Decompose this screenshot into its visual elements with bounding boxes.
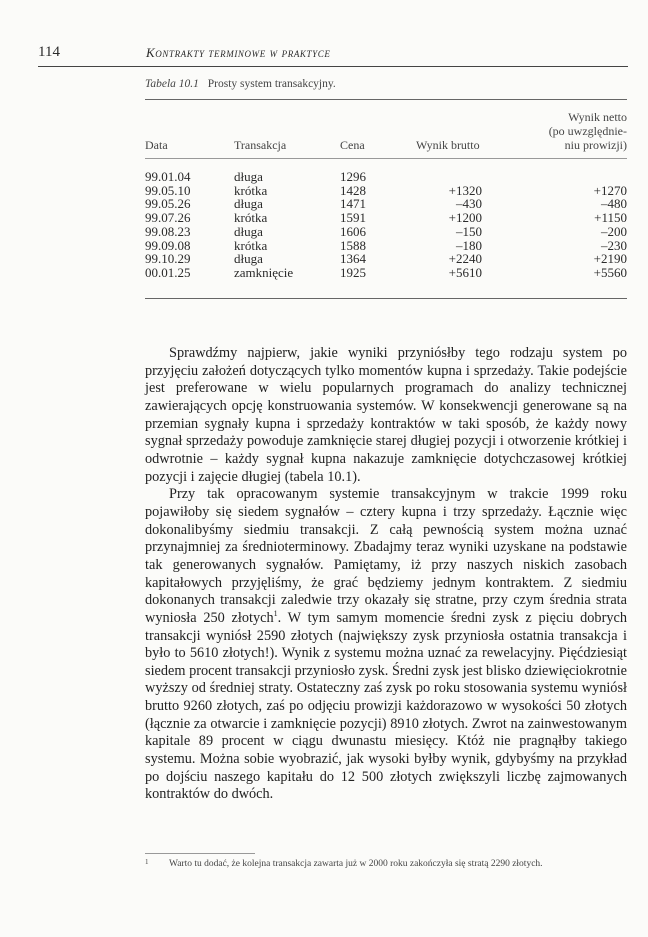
paragraph: Sprawdźmy najpierw, jakie wyniki przyniósłby tego rodzaju system po przyjęciu założeń dotyczących tylko momentów kupna i sprzedaży. Takie podejście jest preferowane w wielu popularnych programach do analizy technicznej zawierających opcję konstruowania systemów. W konsekwencji generowane są na przemian sygnały kupna i sprzedaży kontraktów w taki sposób, że każdy nowy sygnał sprzedaży powoduje zamknięcie starej długiej pozycji i otworzenie krótkiej i odwrotnie – każdy sygnał kupna nakazuje zamknięcie dotychczasowej krótkiej pozycji i zajęcie długiej (tabela 10.1). bbox=[145, 345, 627, 485]
column-header-date: Data bbox=[145, 138, 168, 152]
running-title: Kontrakty terminowe w praktyce bbox=[146, 45, 331, 60]
table-top-rule bbox=[145, 99, 627, 100]
footnote-reference: 1 bbox=[273, 609, 278, 619]
body-text bbox=[145, 345, 627, 804]
cell-price: 1606 bbox=[340, 223, 366, 239]
table-bottom-rule bbox=[145, 298, 627, 299]
column-header-gross: Wynik brutto bbox=[416, 138, 480, 152]
cell-price: 1591 bbox=[340, 210, 366, 226]
cell-date: 99.09.08 bbox=[145, 237, 191, 253]
paragraph bbox=[145, 486, 627, 804]
cell-gross: +1320 bbox=[448, 182, 482, 198]
cell-price: 1364 bbox=[340, 251, 366, 267]
cell-date: 99.07.26 bbox=[145, 210, 191, 226]
cell-date: 99.08.23 bbox=[145, 223, 191, 239]
column-header-net bbox=[510, 110, 627, 152]
cell-transaction: długa bbox=[234, 169, 263, 184]
cell-transaction: krótka bbox=[234, 237, 268, 253]
cell-transaction: długa bbox=[234, 196, 263, 212]
footnote-rule bbox=[145, 853, 255, 854]
cell-price: 1588 bbox=[340, 237, 366, 253]
column-header-net-line: (po uwzględnie- bbox=[548, 124, 627, 138]
table-header-rule bbox=[145, 158, 627, 159]
cell-gross: +5610 bbox=[448, 264, 482, 280]
cell-net: –230 bbox=[601, 237, 627, 253]
cell-price: 1925 bbox=[340, 264, 366, 280]
cell-transaction: zamknięcie bbox=[234, 264, 294, 280]
cell-gross: –430 bbox=[456, 196, 482, 212]
cell-net: +5560 bbox=[593, 264, 627, 280]
column-header-net-line: Wynik netto bbox=[568, 110, 627, 124]
cell-date: 00.01.25 bbox=[145, 264, 191, 280]
cell-gross: +2240 bbox=[448, 251, 482, 267]
cell-price: 1296 bbox=[340, 169, 366, 184]
table-caption-text: Prosty system transakcyjny. bbox=[207, 78, 336, 90]
cell-price: 1428 bbox=[340, 182, 366, 198]
footnote-marker: 1 bbox=[145, 858, 149, 866]
column-header-net-line: niu prowizji) bbox=[564, 138, 627, 152]
footnote bbox=[145, 858, 615, 870]
cell-transaction: długa bbox=[234, 223, 263, 239]
cell-net: –200 bbox=[601, 223, 627, 239]
table-caption bbox=[145, 78, 336, 90]
cell-transaction: długa bbox=[234, 251, 263, 267]
cell-date: 99.01.04 bbox=[145, 169, 191, 184]
paragraph-part: . W tym samym momencie średni zysk z pięciu dobrych transakcji wyniósł 2590 złotych (największy zysk przyniosła ostatnia transakcja i było to 5610 złotych!). Wynik z systemu można uznać za rewelacyjny. Pięćdziesiąt siedem procent transakcji przyniosło zysk. Średni zysk jest blisko dziewięciokrotnie wyższy od średniej straty. Ostateczny zaś zysk po roku stosowania systemu wyniósł brutto 9260 złotych, zaś po odjęciu prowizji każdorazowo w wysokości 50 złotych (łącznie za otwarcie i zamknięcie pozycji) 8910 złotych. Zwrot na zainwestowanym kapitale 89 procent w ciągu dwunastu miesięcy. Któż nie pragnąłby takiego systemu. Można sobie wyobrazić, jak wysoki byłby wynik, gdybyśmy na przykład po dojściu naszego kapitału do 12 500 złotych zwiększyli liczbę zajmowanych kontraktów do dwóch. bbox=[145, 609, 628, 803]
cell-net: +1150 bbox=[594, 210, 627, 226]
cell-gross: –180 bbox=[456, 237, 482, 253]
cell-price: 1471 bbox=[340, 196, 366, 212]
cell-date: 99.10.29 bbox=[145, 251, 191, 267]
table-caption-label: Tabela 10.1 bbox=[145, 78, 199, 90]
cell-net: –480 bbox=[601, 196, 627, 212]
page-header bbox=[38, 44, 628, 67]
page-number: 114 bbox=[38, 44, 60, 60]
paragraph-part: Przy tak opracowanym systemie transakcyjnym w trakcie 1999 roku pojawiłoby się siedem sygnałów – cztery kupna i trzy sprzedaży. Łącznie więc dokonalibyśmy siedmiu transakcji. Z całą pewnością system można uznać przynajmniej za średnioterminowy. Zbadajmy teraz wyniki uzyskane na podstawie tak generowanych sygnałów. Pamiętamy, iż przy naszych niskich zasobach kapitałowych przyjęliśmy, że grać będziemy jednym kontraktem. Z siedmiu dokonanych transakcji zaledwie trzy okazały się stratne, przy czym średnia strata wyniosła 250 złotych bbox=[145, 486, 627, 626]
cell-gross: +1200 bbox=[448, 210, 482, 226]
cell-gross: –150 bbox=[456, 223, 482, 239]
cell-net: +2190 bbox=[593, 251, 627, 267]
cell-date: 99.05.26 bbox=[145, 196, 191, 212]
cell-transaction: krótka bbox=[234, 210, 268, 226]
cell-net: +1270 bbox=[593, 182, 627, 198]
cell-date: 99.05.10 bbox=[145, 182, 191, 198]
column-header-transaction: Transakcja bbox=[234, 138, 287, 152]
cell-transaction: krótka bbox=[234, 182, 268, 198]
column-header-price: Cena bbox=[340, 138, 365, 152]
footnote-text: Warto tu dodać, że kolejna transakcja zawarta już w 2000 roku zakończyła się stratą 2290 złotych. bbox=[169, 859, 543, 869]
